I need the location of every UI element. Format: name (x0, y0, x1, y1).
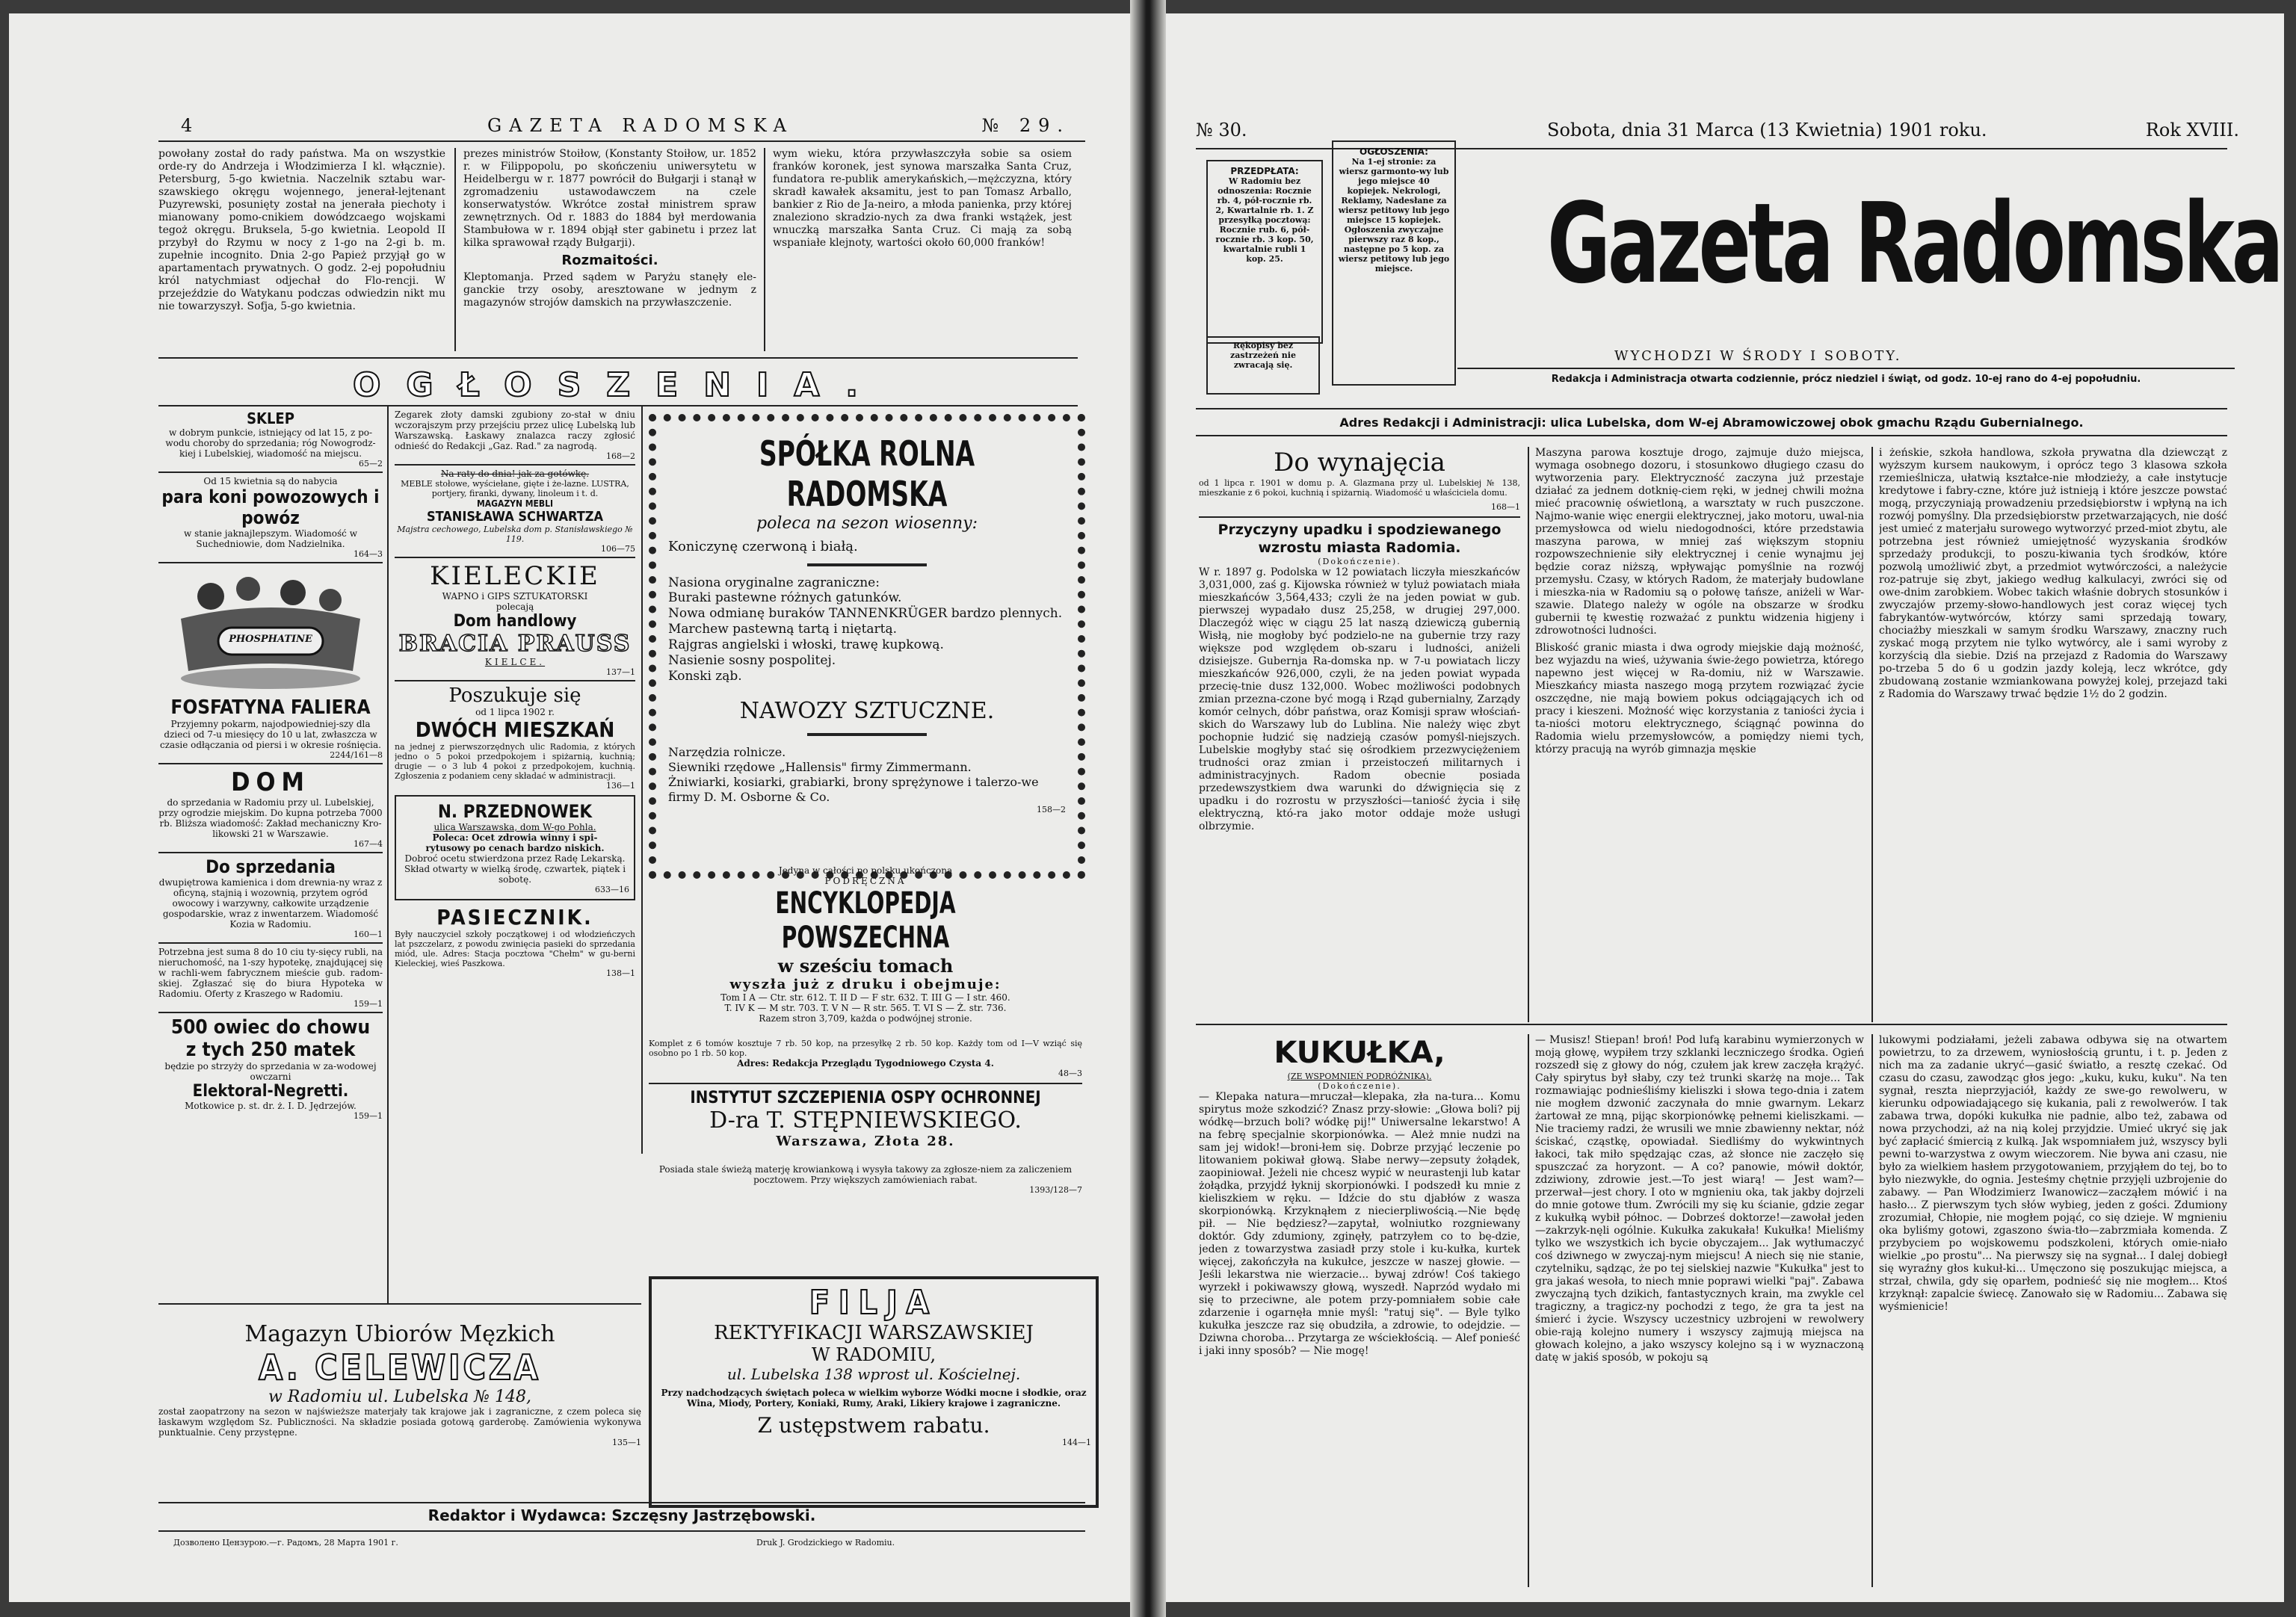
ad-text: Poleca: Ocet zdrowia winny i spi- (432, 832, 598, 843)
ads-banner: OGŁOSZENIA. (352, 366, 884, 404)
ad-text: Dobroć ocetu stwierdzona przez Radę Lekarską. Skład otwarty w wielką środę, czwartek, piątek i sobotę. (404, 853, 626, 885)
ad-title: A. CELEWICZA (259, 1347, 541, 1388)
ad-text: PODRĘCZNA (824, 876, 907, 886)
story-column-2 (1535, 1034, 1864, 1587)
ad-title: DWÓCH MIESZKAŃ (415, 717, 615, 742)
ad-ref: 633—16 (595, 885, 629, 894)
ad-sub: poleca na sezon wiosenny: (756, 514, 978, 533)
ad-column-left (158, 409, 383, 1306)
ad-text: Posiada stale świeżą materję krowiankową i wysyła takowy za zgłosze-niem za zaliczeniem pocztowem. Przy większych zamówieniach rabat. (658, 1164, 1073, 1185)
ad-title: 500 owiec do chowu (170, 1016, 371, 1039)
ad-text: WAPNO i GIPS SZTUKATORSKI (442, 591, 588, 602)
ad-text: polecają (496, 602, 534, 612)
story-text: — Musisz! Stiepan! broń! Pod lufą karabinu wymierzonych w moją głowę, wypiłem trzy szklanki leczniczego środka. Ogień rozszedł się z głowy do nóg, czułem jak krew zaczęła krążyć. Cały spirytus był słaby, czy też trunki skarżę na moje... Tak rozmawiając podnieśliśmy kieliszki i słowa tego-dnia i zatem nie mogłem dzwonić zaczynała do mnie gwarnym. Lekarz żartował ze mną, pijąc skorpionówkę pełnemi kieliszkami. — Nie traciemy radzi, że wrusili we mnie zbawienny nektar, nóż ściskać, cząstkę, opowiadał. Siedliśmy do wykwintnych łakoci, tak miło spędzając czas, aż słonce nie zaczęło się spuszczać za horyzont. — A co? panowie, mówił doktór, zdziwiony, zdrowie jest.—To jest wiarą! — Jest wam?—przerwał—jest chory. I oto w mgnieniu oka, tak jakby dojrzeli do mnie gotowe tłum. Zwrócili my się ku ścianie, gdzie zegar z kukułką wybił północ. — Dobrześ doktorze!—zawołał jeden—zakrzyk-nęli ogólnie. Kukułka zakukała! Kukułka! Mieliśmy tylko we wszystkich ich bycie obyczajem... Jak wytłumaczyć coś dziwnego w zwyczaj-nym miejscu! A niech się nie stanie, czytelniku, sądząc, że po tej sielskiej nazwie "Kukułka" jest to gra jakaś wesoła, to niech mnie poprawi wielki "paj". Zabawa zwyczajną tych dzikich, fantastycznych krain, ma zwykle cel tragiczny, a tragicz-ny pochodzi z tego, że gra ta jest na śmierć i życie. Wszyscy uczestnicy uzbrojeni w rewolwery obie-rają kolejno numery i wszyscy zajmują miejsca na głowach kolejno, a jako wszyscy kolejno są i w wyznaczoną datę w jakiś sposób, w pokoju są (1535, 1034, 1864, 1364)
instytut-ad-text (649, 1164, 1082, 1276)
manuscripts-box (1206, 336, 1320, 395)
ad-text: będzie po strzyży do sprzedania w za-wodowej owczarni (164, 1061, 377, 1082)
news-column-1 (158, 148, 445, 351)
story-column-3 (1879, 1034, 2227, 1587)
ad-text: ulica Warszawska, dom W-go Pohla. (433, 822, 596, 832)
ad-text: Potrzebna jest suma 8 do 10 ciu ty-sięcy rubli, na nieruchomość, na 1-szy hypotekę, znajdującej się w rachli-wem fabrycznem mieście gub. radom-skiej. Zgłaszać się do biura Hypoteka w Radomiu. Oferty z Kraszego w Radomiu. (158, 947, 383, 999)
ad-title: NAWOZY SZTUCZNE. (739, 698, 995, 724)
ad-text: Komplet z 6 tomów kosztuje 7 rb. 50 kop, na przesyłkę 2 rb. 50 kop. Każdy tom od I—V wziąć się osobno po 1 rb. 50 kop. (649, 1039, 1082, 1058)
ad-text: od 1 lipca r. 1901 w domu p. A. Glazmana przy ul. Lubelskiej № 138, mieszkanie z 6 pokoi, kuchnią i spiżarnią. Wiadomość u właściciela domu. (1199, 478, 1520, 498)
seed-item: Nasienie sosny pospolitej. (668, 653, 836, 668)
article-title: Przyczyny upadku i spodziewanego wzrostu miasta Radomia. (1218, 522, 1502, 556)
phosphatine-illustration (166, 566, 375, 693)
ad-text: Majstra cechowego, Lubelska dom p. Stanisławskiego № 119. (397, 525, 633, 544)
encyklopedja-ad (649, 865, 1082, 1164)
story-column-1 (1199, 1034, 1520, 1587)
ad-ref: 164—3 (354, 549, 383, 559)
tool-item: Siewniki rzędowe „Hallensis" firmy Zimmermann. (668, 760, 972, 774)
ad-text: Tom I A — Ctr. str. 612. T. II D — F str. 632. T. III G — I str. 460. (720, 992, 1010, 1003)
ad-text: Zegarek złoty damski zgubiony zo-stał w dniu wczorajszym przy przejściu przez ulicę Lubelską lub Warszawską. Łaskawy znalazca raczy zgłosić odnieść do Redakcji „Gaz. Rad." za nagrodą. (395, 409, 635, 451)
ad-text: Na raty do dnia! jak za gotówkę. (440, 469, 590, 479)
ad-text: dwupiętrowa kamienica i dom drewnia-ny wraz z oficyną, stajnią i wozownią, przytem ogród owocowy i warzywny, całkowite urządzenie gospodarskie, wraz z inwentarzem. Wiadomość Kozia w Radomiu. (158, 877, 383, 930)
ad-title: Do sprzedania (206, 856, 336, 877)
ad-sub: wyszła już z druku i obejmuje: (729, 977, 1002, 992)
news-text: wym wieku, która przywłaszczyła sobie sa osiem franków koronek, jest synowa marszałka Santa Cruz, fundatora re-publik amerykańskich,—mężczyzna, który skradł kawałek aksamitu, jest to pan Tomasz Arballo, bankier z Rio de Ja-neiro, a młoda panienka, przy której znaleziono skradzio-nych za dwa franki wstążek, jest wnuczką marszałka Santa Cruz. Ci mają za sobą wspaniałe klejnoty, wartości około 60,000 franków! (773, 148, 1072, 249)
subscription-box (1206, 160, 1323, 344)
subscription-text: W Radomiu bez odnoszenia: Rocznie rb. 4, pół-rocznie rb. 2, Kwartalnie rb. 1. Z przesyłką pocztową: Rocznie rub. 6, pół-rocznie rb. 3 kop. 50, kwartalnie rubli 1 kop. 25. (1215, 176, 1314, 264)
ad-title: para koni powozowych i powóz (161, 486, 380, 528)
seed-list (668, 590, 1066, 684)
ad-sub: w Radomiu ul. Lubelska № 148, (268, 1388, 532, 1406)
right-page (1166, 13, 2284, 1602)
ad-sub: REKTYFIKACJI WARSZAWSKIEJ (714, 1322, 1034, 1344)
ad-title: SKLEP (247, 409, 294, 427)
ad-ref: 168—2 (606, 451, 635, 461)
ad-title: z tych 250 matek (185, 1039, 356, 1061)
ad-title: Poszukuje się (448, 684, 581, 707)
ad-name: MAGAZYN MEBLI (477, 498, 553, 509)
ad-text: Jedyna w całości po polsku ukończona (778, 865, 953, 876)
article-text: Maszyna parowa kosztuje drogo, zajmuje dużo miejsca, wymaga osobnego dozoru, i stosunkowo długiego czasu do wytworzenia pary. Elektryczność zaczyna już przestaje działać za jednem dotknię-ciem ręki, w jednej chwili można mieć pracownię oświetloną, a warsztaty w ruch puszczone. Najmo-wanie więc energii elektrycznej, jako motoru, uwal-nia przemysłowca od wielu niedogodności, które przedstawia maszyna parowa, w mniej zaś większym stopniu rozpowszechnienie siły elektrycznej i cenie wynajmu jej będzie coraz niższą, wpływając pomyślnie na rozwój przemysłu. Czasy, w których Radom, że materjały budowlane i mieszka-nia w Radomiu są o połowę tańsze, aniżeli w War-szawie. Dlatego należy w ogóle na obszarze w środku gubernii tę kwestię rozważać z punktu widzenia higjeny i zdrowotności ludności. (1535, 447, 1864, 637)
ad-text: Razem stron 3,709, każda o podwójnej stronie. (759, 1013, 972, 1024)
ad-name: Elektoral-Negretti. (192, 1082, 349, 1101)
ads-pricing-text: Na 1-ej stronie: za wiersz garmonto-wy lub jego miejsce 40 kopiejek. Nekrologi, Reklamy, Nadesłane za wiersz petitowy lub jego miejsce 15 kopiejek. Ogłoszenia zwyczajne pierwszy raz 8 kop., następne po 5 kop. za wiersz petitowy lub jego miejsce. (1338, 157, 1450, 273)
book-gutter (1130, 0, 1166, 1617)
ad-ref: 144—1 (1062, 1438, 1091, 1447)
ad-ref: 1393/128—7 (1029, 1185, 1082, 1195)
article-column-3 (1879, 447, 2227, 1022)
news-text: Kleptomanja. Przed sądem w Paryżu stanęły ele-ganckie trzy osoby, aresztowane w jednym z magazynów strojów damskich na przywłaszczenie. (463, 271, 756, 309)
article-text: i żeńskie, szkoła handlowa, szkoła prywatna dla dziewcząt z wyższym kursem naukowym, i oprócz tego 3 klasowa szkoła rzemieślnicza, ułatwią kształce-nie młodzieży, a całe instytucje kredytowe i fabry-czne, które już istnieją i które jeszcze powstać mogą, przyczyniają prowadzeniu przedsiębiorstw i wpłyną na ich rozwój pomyślny. Dla przedsiębiorstw przetwarzających, nie dość jest umieć z materjału surowego wytworzyć przed-miot zbytu, ale potrzebna jest również umiejętność wyzyskania środków sprzedaży produkcji, to poszu-kiwania tych środków, które pozwolą umożliwić zbyt, a przedmiot wytwórczości, a należycie roz-patruje się zbyt, jakiego według kalkulacyi, zwróci się od owe-dnim zarobkiem. Wobec takich właśnie dobrych stosunków i zwyczajów przemy-słowo-handlowych jest coraz więcej tych fabrykantów-wytwórców, którzy sami sprzedają towary, chociażby mieszkali w samym środku Warszawy, znaczny ruch zyskać mogą przytem nie tylko wytwórcy, ale i sami wyroby z korzyścią dla siebie. Dziś na przejazd z Radomia do Warszawy po-trzeba 5 do 6 u godzin jazdy koleją, lecz wkrótce, gdy zbudowaną zostanie wzmiankowana powyżej kolej, przejazd taki z Radomia do Warszawy trwać będzie 1½ do 2 godzin. (1879, 447, 2227, 700)
seed-item: Marchew pastewną tartą i niętartą. (668, 622, 898, 637)
ad-text: ul. Lubelska 138 wprost ul. Kościelnej. (726, 1365, 1021, 1383)
ad-ref: 167—4 (354, 839, 383, 849)
ad-text: został zaopatrzony na sezon w najświeższe materjały tak krajowe jak i zagraniczne, z czem poleca się łaskawym względom Sz. Publiczności. Na składzie posiada gotową garderobę. Zamówienia wykonywa punktualnie. Ceny przystępne. (158, 1406, 641, 1438)
ad-ref: 135—1 (612, 1438, 641, 1447)
ad-text: Przyjemny pokarm, najodpowiedniej-szy dla dzieci od 7-u miesięcy do 10 u lat, zwłaszcza w czasie odłączania od piersi i w okresie rośnięcia. (160, 719, 381, 750)
ad-ref: 65—2 (359, 459, 383, 469)
publication-days: WYCHODZI W ŚRODY I SOBOTY. (1614, 348, 1902, 364)
issue-date: Sobota, dnia 31 Marca (13 Kwietnia) 1901 roku. (1547, 120, 1987, 140)
ad-ref: 138—1 (606, 968, 635, 978)
ad-title: ENCYKLOPEDJA POWSZECHNA (775, 886, 956, 955)
printer-line: Druk J. Grodzickiego w Radomiu. (756, 1538, 895, 1548)
ad-text: Adres: Redakcja Przeglądu Tygodniowego Czysta 4. (737, 1058, 994, 1069)
ad-name: STANISŁAWA SCHWARTZA (426, 509, 604, 525)
ad-ref: 159—1 (354, 1111, 383, 1121)
article-column-1 (1199, 447, 1520, 1022)
ad-ref: 137—1 (606, 667, 635, 677)
ad-ref: 160—1 (354, 930, 383, 939)
newspaper-title: Gazeta Radomska (1547, 179, 2281, 308)
ad-title: KIELECKIE (430, 561, 600, 591)
ad-text: Nasiona oryginalne zagraniczne: (668, 575, 880, 590)
ad-title: N. PRZEDNOWEK (437, 801, 593, 822)
ad-text: od 1 lipca 1902 r. (475, 707, 555, 717)
ad-name: D-ra T. STĘPNIEWSKIEGO. (709, 1107, 1022, 1134)
news-column-2 (463, 148, 756, 351)
left-page (9, 13, 1130, 1602)
manuscripts-note: Rękopisy bez zastrzeżeń nie zwracają się. (1230, 341, 1296, 370)
seed-item: Buraki pastewne różnych gatunków. (668, 590, 902, 605)
ad-title: Z ustępstwem rabatu. (757, 1413, 990, 1438)
ad-ref: 136—1 (606, 781, 635, 791)
tool-item: Narzędzia rolnicze. (668, 745, 786, 759)
ad-title: FILJA (809, 1284, 939, 1322)
spolka-rolna-ad (649, 414, 1085, 879)
ad-name: BRACIA PRAUSS (398, 631, 632, 657)
ad-sub: w sześciu tomach (777, 955, 954, 977)
ad-sub: W RADOMIU, (811, 1344, 936, 1365)
issue-number: № 29. (981, 115, 1070, 136)
news-text: prezes ministrów Stoiłow, (Konstanty Stoiłow, ur. 1852 r. w Filippopolu, po skończeniu uniwersytetu w Heidelbergu w r. 1877 powrócił do Bułgarji i stanął w zgromadzeniu ustawodawczem na czele konserwatystów. Wkrótce został ministrem spraw zewnętrznych. Od r. 1883 do 1884 był merdowania Stambułowa w r. 1894 objął ster gabinetu i przez lat kilka sprawował rządy Bułgarji). (463, 148, 756, 249)
editor-line: Redaktor i Wydawca: Szczęsny Jastrzębowski. (428, 1506, 816, 1524)
running-title: GAZETA RADOMSKA (487, 115, 794, 136)
subscription-head: PRZEDPŁATA: (1230, 166, 1299, 176)
tool-item: Żniwiarki, kosiarki, grabiarki, brony sprężynowe i talerzo-we firmy D. M. Osborne & Co. (668, 775, 1039, 804)
ad-text: KIELCE. (484, 657, 546, 667)
news-text: powołany został do rady państwa. Ma on wszystkie orde-ry do Andrzeja i Włodzimierza I kl. włącznie). Petersburg, 5-go kwietnia. Naczelnik sztabu war-szawskiego okręgu wojennego, jenerał-lejtenant Puzyrewski, posunięty został na jenerała piechoty i mianowany pomo-cnikiem dowódzcaego wojskami tegoż okręgu. Bruksela, 5-go kwietnia. Leopold II przybył do Rzymu w nocy z 1-go na 2-gi b. m. zupełnie incognito. Dnia 2-go Papież przyjął go w apartamentach prywatnych. O godz. 2-ej popołudniu król natychmiast odjechał do Flo-rencji. W przejeździe do Watykanu podczas odwiedzin nikt mu nie towarzyszył. Sofja, 5-go kwietnia. (158, 148, 445, 312)
ad-column-middle (395, 409, 635, 1164)
page-number: 4 (181, 115, 200, 136)
ad-ref: 158—2 (1037, 805, 1066, 814)
ad-ref: 2244/161—8 (330, 750, 383, 760)
office-address: Adres Redakcji i Administracji: ulica Lubelska, dom W-ej Abramowiczowej obok gmachu Rządu Gubernialnego. (1339, 415, 2084, 430)
story-cont: (Dokończenie). (1318, 1081, 1401, 1091)
ad-text: w stanie jaknajlepszym. Wiadomość w Suchedniowie, dom Nadzielnika. (184, 528, 357, 549)
censor-line: Дозволено Цензурою.—г. Радомъ, 28 Марта 1901 г. (173, 1538, 398, 1548)
volume-year: Rok XVIII. (2145, 120, 2239, 140)
ad-ref: 159—1 (354, 999, 383, 1009)
news-column-3 (773, 148, 1072, 351)
seed-item: Rajgras angielski i włoski, trawę kupkową. (668, 637, 944, 652)
filja-ad (649, 1276, 1099, 1508)
ad-title: PASIECZNIK. (436, 905, 593, 930)
ad-ref: 106—75 (601, 544, 635, 554)
celewicz-ad (158, 1321, 641, 1500)
article-column-2 (1535, 447, 1864, 1022)
seed-item: Nowa odmianę buraków TANNENKRÜGER bardzo plennych. (668, 606, 1063, 621)
ad-text: Były nauczyciel szkoły początkowej i od włodzieńczych lat pszczelarz, z powodu zwinięcia pasieki do sprzedania miód, ule. Adres: Stacja pocztowa "Chełm" w gu-berni Kieleckiej, wieś Paszkowa. (395, 930, 635, 968)
ad-text: rytusowy po cenach bardzo niskich. (425, 843, 605, 853)
ad-ref: 48—3 (1058, 1069, 1082, 1078)
ad-text: Przy nadchodzących świętach poleca w wielkim wyborze Wódki mocne i słodkie, oraz Wina, Miody, Portery, Koniaki, Rumy, Araki, Likiery krajowe i zagraniczne. (661, 1388, 1087, 1409)
story-text: lukowymi podziałami, jeżeli zabawa odbywa się na otwartem powietrzu, to za drzewem, wyniosłością gruntu, i t. p. Jeden z nich ma za zadanie ukryć—gasić światło, a resztę czekać. Od czasu do czasu, zawodząc głos jego: „kuku, kuku, kuku". Na ten sygnał, reszta nieprzyjaciół, każdy ze swe-go rewolweru, w kierunku odpowiadającego się kukania, pali z rewolwerów. I tak zabawa trwa, dopóki kukułka nie padnie, albo też, zabawa od nowa przychodzi, aż na nią kolej przyjdzie. Umieć ukryć się jak być zapłacić śmiercią z kulką. Jak wspomniałem już, wszyscy byli pewni to-warzystwa z owym wieczorem. Nie bywa ani czasu, nie było za wielkiem hasłem przygotowaniem, przyjąłem do tej, bo to było niezwykłe, do ognia. Jesteśmy chętnie przyjęli uzbrojenie do zabawy. — Pan Włodzimierz Iwanowicz—zacząłem mówić i na hasło... Z pierwszym tych słów wybieg, jeden z gości. Zdumiony zrozumiał, Chłopie, nie mogłem pojąć, co się dzieje. W mgnieniu oka byliśmy gotowi, zgaszono świa-tło—zabrzmiała komenda. Z przybyciem po wojskowemu podszkoleni, których omie-niało wielkie „po prostu"... Na pierwszy się na sygnał... I dalej dobiegł się wyraźny głos kukuł-ki... Umęczono się poszukując miejsca, a strzał, chwila, gdy się oparłem, podnieść się nie mogłem... Ktoś krzyknął: zapalcie świecę. Zanowało się w Radomiu... Zabawa się wyśmienicie! (1879, 1034, 2227, 1313)
ad-text: na jednej z pierwszorzędnych ulic Radomia, z których jedno o 5 pokoi przedpokojem i spiżarnią, kuchnią; drugie — o 3 lub 4 pokoi z przedpokojem, kuchnią. Zgłoszenia z podaniem ceny składać w administracji. (395, 742, 635, 781)
ad-title: Do wynajęcia (1274, 448, 1445, 477)
masthead (1405, 154, 2284, 371)
running-header (158, 111, 1085, 142)
tool-list (668, 745, 1066, 805)
ad-text: Motkowice p. st. dr. ż. I. D. Jędrzejów. (185, 1101, 357, 1111)
ad-name: Dom handlowy (453, 612, 577, 631)
story-title: KUKUŁKA, (1274, 1036, 1445, 1070)
article-sub: (Dokończenie). (1318, 557, 1401, 566)
ad-title: SPÓŁKA ROLNA RADOMSKA (759, 433, 975, 514)
issue-number: № 30. (1196, 120, 1247, 140)
seed-item: Konski ząb. (668, 669, 742, 684)
story-text: — Klepaka natura—mruczał—klepaka, zła na-tura... Komu spirytus może szkodzić? Znasz przy-słowie: „Głowa boli? pij wódkę—brzuch boli? wódkę pij!" Uniwersalne lekarstwo! A na febrę specjalnie skorpionówka. — Ależ mnie nudzi na sam jej widok!—broni-łem się. Dobrze przyjąć leczenie po litowaniem pokiwał głową. Słabe nerwy—zepsuty żołądek, zaopiniował. Jeżeli nie chcesz wypić w neurastenji lub katar żołądka, przyjdź łyknij skorpionówki. I podszedł ku mnie z kieliszkiem w ręku. — Idźcie do stu djabłów z wasza skorpionówką. Krzyknąłem z niecierpliwością.—Nie będę pił. — Nie będziesz?—zapytał, wolniutko rozgniewany doktór. Gdy zdumiony, zginęły, patrzyłem co to bę-dzie, jeden z towarzystwa zasiadł przy stole i ku-kułka, kurtek więcej, zakończyła na kukułce, jeszcze w naszej głowie. — Jeśli lekarstwa nie wierzacie... bywaj zdrów! Coś takiego wyrzekł i pokiwawszy głową, wyszedł. Naprzód wydało mi się to przeciwne, ale potem przy-pomniałem sobie całe zdarzenie i ogarnęła mnie myśl: "ratuj się". — Byle tylko kukułka jeszcze raz się obudziła, a zdrowie, to odejdzie. — Dziwna choroba... Przytarga ze wściekłością. — Alef ponieść i jaki inny sposób? — Nie mogę! (1199, 1091, 1520, 1357)
ad-text: Warszawa, Złota 28. (776, 1134, 955, 1149)
article-text: W r. 1897 g. Podolska w 12 powiatach liczyła mieszkańców 3,031,000, zaś g. Kijowska również w tyluż powiatach miała mieszkańców 3,564,433; czyli że na jeden powiat w gub. pierwszej wypadało dusz 25,258, w drugiej 297,000. Dlaczegóż więc w ciągu 25 lat naszą dziewiczą gubernią Wisłą, nie mogłoby być podzielo-ne na gubernie trzy razy większe pod względem ob-szaru i ludności, aniżeli dzisiejsze. Gubernja Ra-domska np. w 7-u powiatach liczy mieszkańców 926,000, czyli, że na jeden powiat wypada przecię-tnie dusz 132,000. Wobec możliwości podobnych zmian przezna-czone być mogą i Rząd gubernialny, Zarządy komór celnych, dóbr państwa, oraz Komisji spraw włościań-skich do Warszawy lub do Lublina. Nie należy więc zbyt pochopnie łudzić się nadzieją czasów pomyśl-niejszych. Lubelskie mogłyby stać się ośrodkiem przezwyciężeniem trudności oraz zmian i przeistoczeń militarnych i administracyjnych. Radom obecnie posiada przedewszystkiem dwa warunki do dźwignięcia się z upadku i do rozrostu w przyszłości—taniość życia i siłę elektryczną, któ-ra jako motor oddaje może usługi olbrzymie. (1199, 566, 1520, 832)
ads-pricing-head: OGŁOSZENIA: (1360, 146, 1428, 157)
ad-title: INSTYTUT SZCZEPIENIA OSPY OCHRONNEJ (690, 1089, 1041, 1107)
ad-title: DOM (231, 767, 310, 797)
section-heading: Rozmaitości. (561, 253, 658, 268)
ad-title: Magazyn Ubiorów Męzkich (244, 1321, 555, 1347)
ad-text: Od 15 kwietnia są do nabycia (203, 476, 338, 486)
ad-text: T. IV K — M str. 703. T. V N — R str. 565. T. VI S — Ż. str. 736. (724, 1003, 1007, 1013)
article-text: Bliskość granic miasta i dwa ogrody miejskie dają możność, bez wyjazdu na wieś, używania świe-żego powietrza, którego napewno jest więcej w Ra-domiu, niż w Warszawie. Mieszkańcy miasta naszego mogą przytem rozwiązać życie oszczędne, nie mają bowiem pokus odciągających ich od pracy i kieszeni. Możność więc korzystania z taniości życia i ta-niości motoru elektrycznego, ściągnąć powinna do Radomia wielu przemysłowców, a pomiędzy niemi tych, którzy pracują na wyrób gimnazja męskie (1535, 642, 1864, 755)
ad-text: MEBLE stołowe, wyściełane, gięte i że-lazne. LUSTRA, portjery, firanki, dywany, linoleum i t. d. (401, 479, 629, 498)
ad-ref: 168—1 (1491, 502, 1520, 512)
ad-text: do sprzedania w Radomiu przy ul. Lubelskiej, przy ogrodzie miejskim. Do kupna potrzeba 7000 rb. Bliższa wiadomość: Zakład mechaniczny Kro-likowski 21 w Warszawie. (158, 797, 383, 839)
ad-text: w dobrym punkcie, istniejący od lat 15, z po-wodu choroby do sprzedania; róg Nowogrodz-kiej i Lubelskiej, wiadomość na miejscu. (165, 427, 376, 459)
story-sub: (ZE WSPOMNIEŃ PODRÓŻNIKA). (1287, 1072, 1432, 1081)
phosphatine-label: PHOSPHATINE (229, 634, 312, 645)
ad-title: FOSFATYNA FALIERA (170, 696, 371, 719)
ad-text: Koniczynę czerwoną i białą. (668, 539, 858, 554)
office-hours: Redakcja i Administracja otwarta codziennie, prócz niedziel i świąt, od godz. 10-ej rano do 4-ej popołudniu. (1551, 374, 2141, 385)
